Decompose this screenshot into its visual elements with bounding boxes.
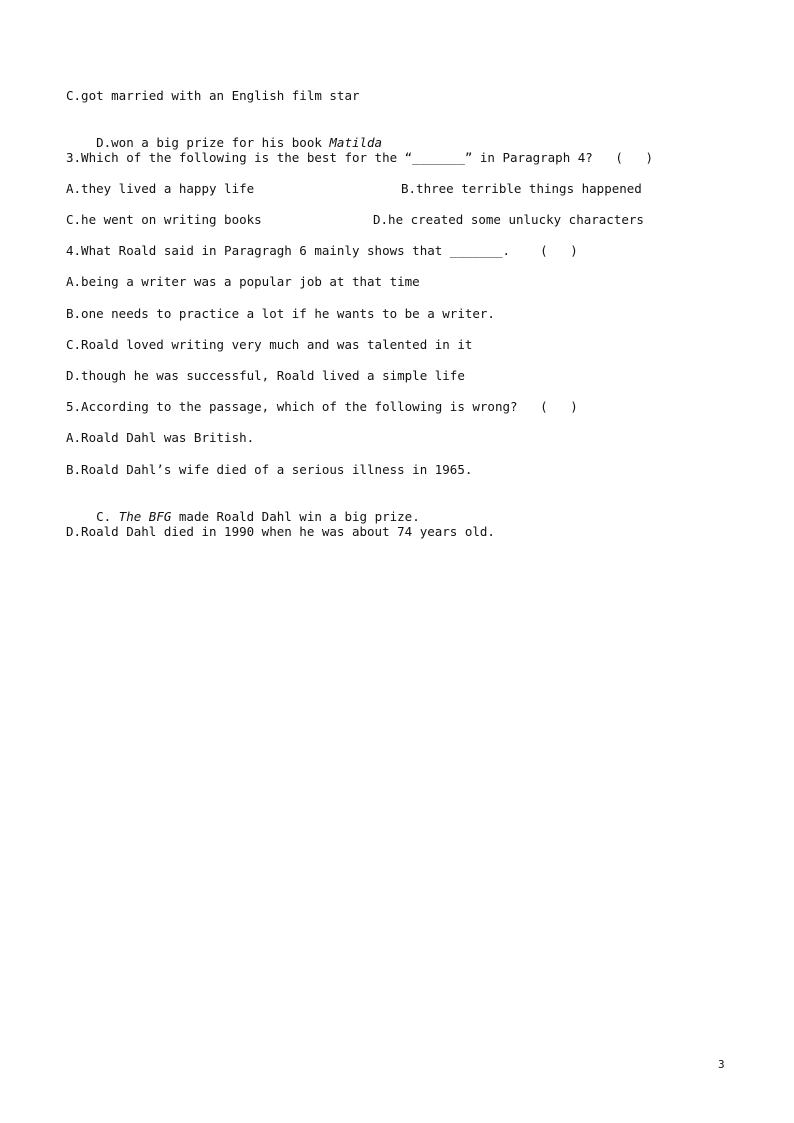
q3-option-b: B.three terrible things happened [401,181,642,196]
q3-option-d: D.he created some unlucky characters [373,212,644,227]
q5-option-a: A.Roald Dahl was British. [66,430,255,445]
q4-option-d: D.though he was successful, Roald lived a simple life [66,368,465,383]
q4-option-b: B.one needs to practice a lot if he wants to be a writer. [66,306,495,321]
q5-option-c-prefix: C. [96,509,119,524]
q3-option-a: A.they lived a happy life [66,181,255,196]
book-title-matilda: Matilda [329,135,383,150]
page-number: 3 [718,1058,725,1071]
q3-stem: 3.Which of the following is the best for the “_______” in Paragraph 4? ( ) [66,150,653,165]
book-title-bfg: The BFG [118,509,172,524]
q5-option-b: B.Roald Dahl’s wife died of a serious illness in 1965. [66,462,473,477]
q5-stem: 5.According to the passage, which of the following is wrong? ( ) [66,399,578,414]
q2-option-d-text: D.won a big prize for his book [96,135,330,150]
q4-option-c: C.Roald loved writing very much and was talented in it [66,337,473,352]
q5-option-c-suffix: made Roald Dahl win a big prize. [171,509,420,524]
q3-option-c: C.he went on writing books [66,212,262,227]
q2-option-c: C.got married with an English film star [66,88,360,103]
q4-stem: 4.What Roald said in Paragragh 6 mainly shows that _______. ( ) [66,243,578,258]
q4-option-a: A.being a writer was a popular job at that time [66,274,420,289]
q5-option-d: D.Roald Dahl died in 1990 when he was about 74 years old. [66,524,495,539]
